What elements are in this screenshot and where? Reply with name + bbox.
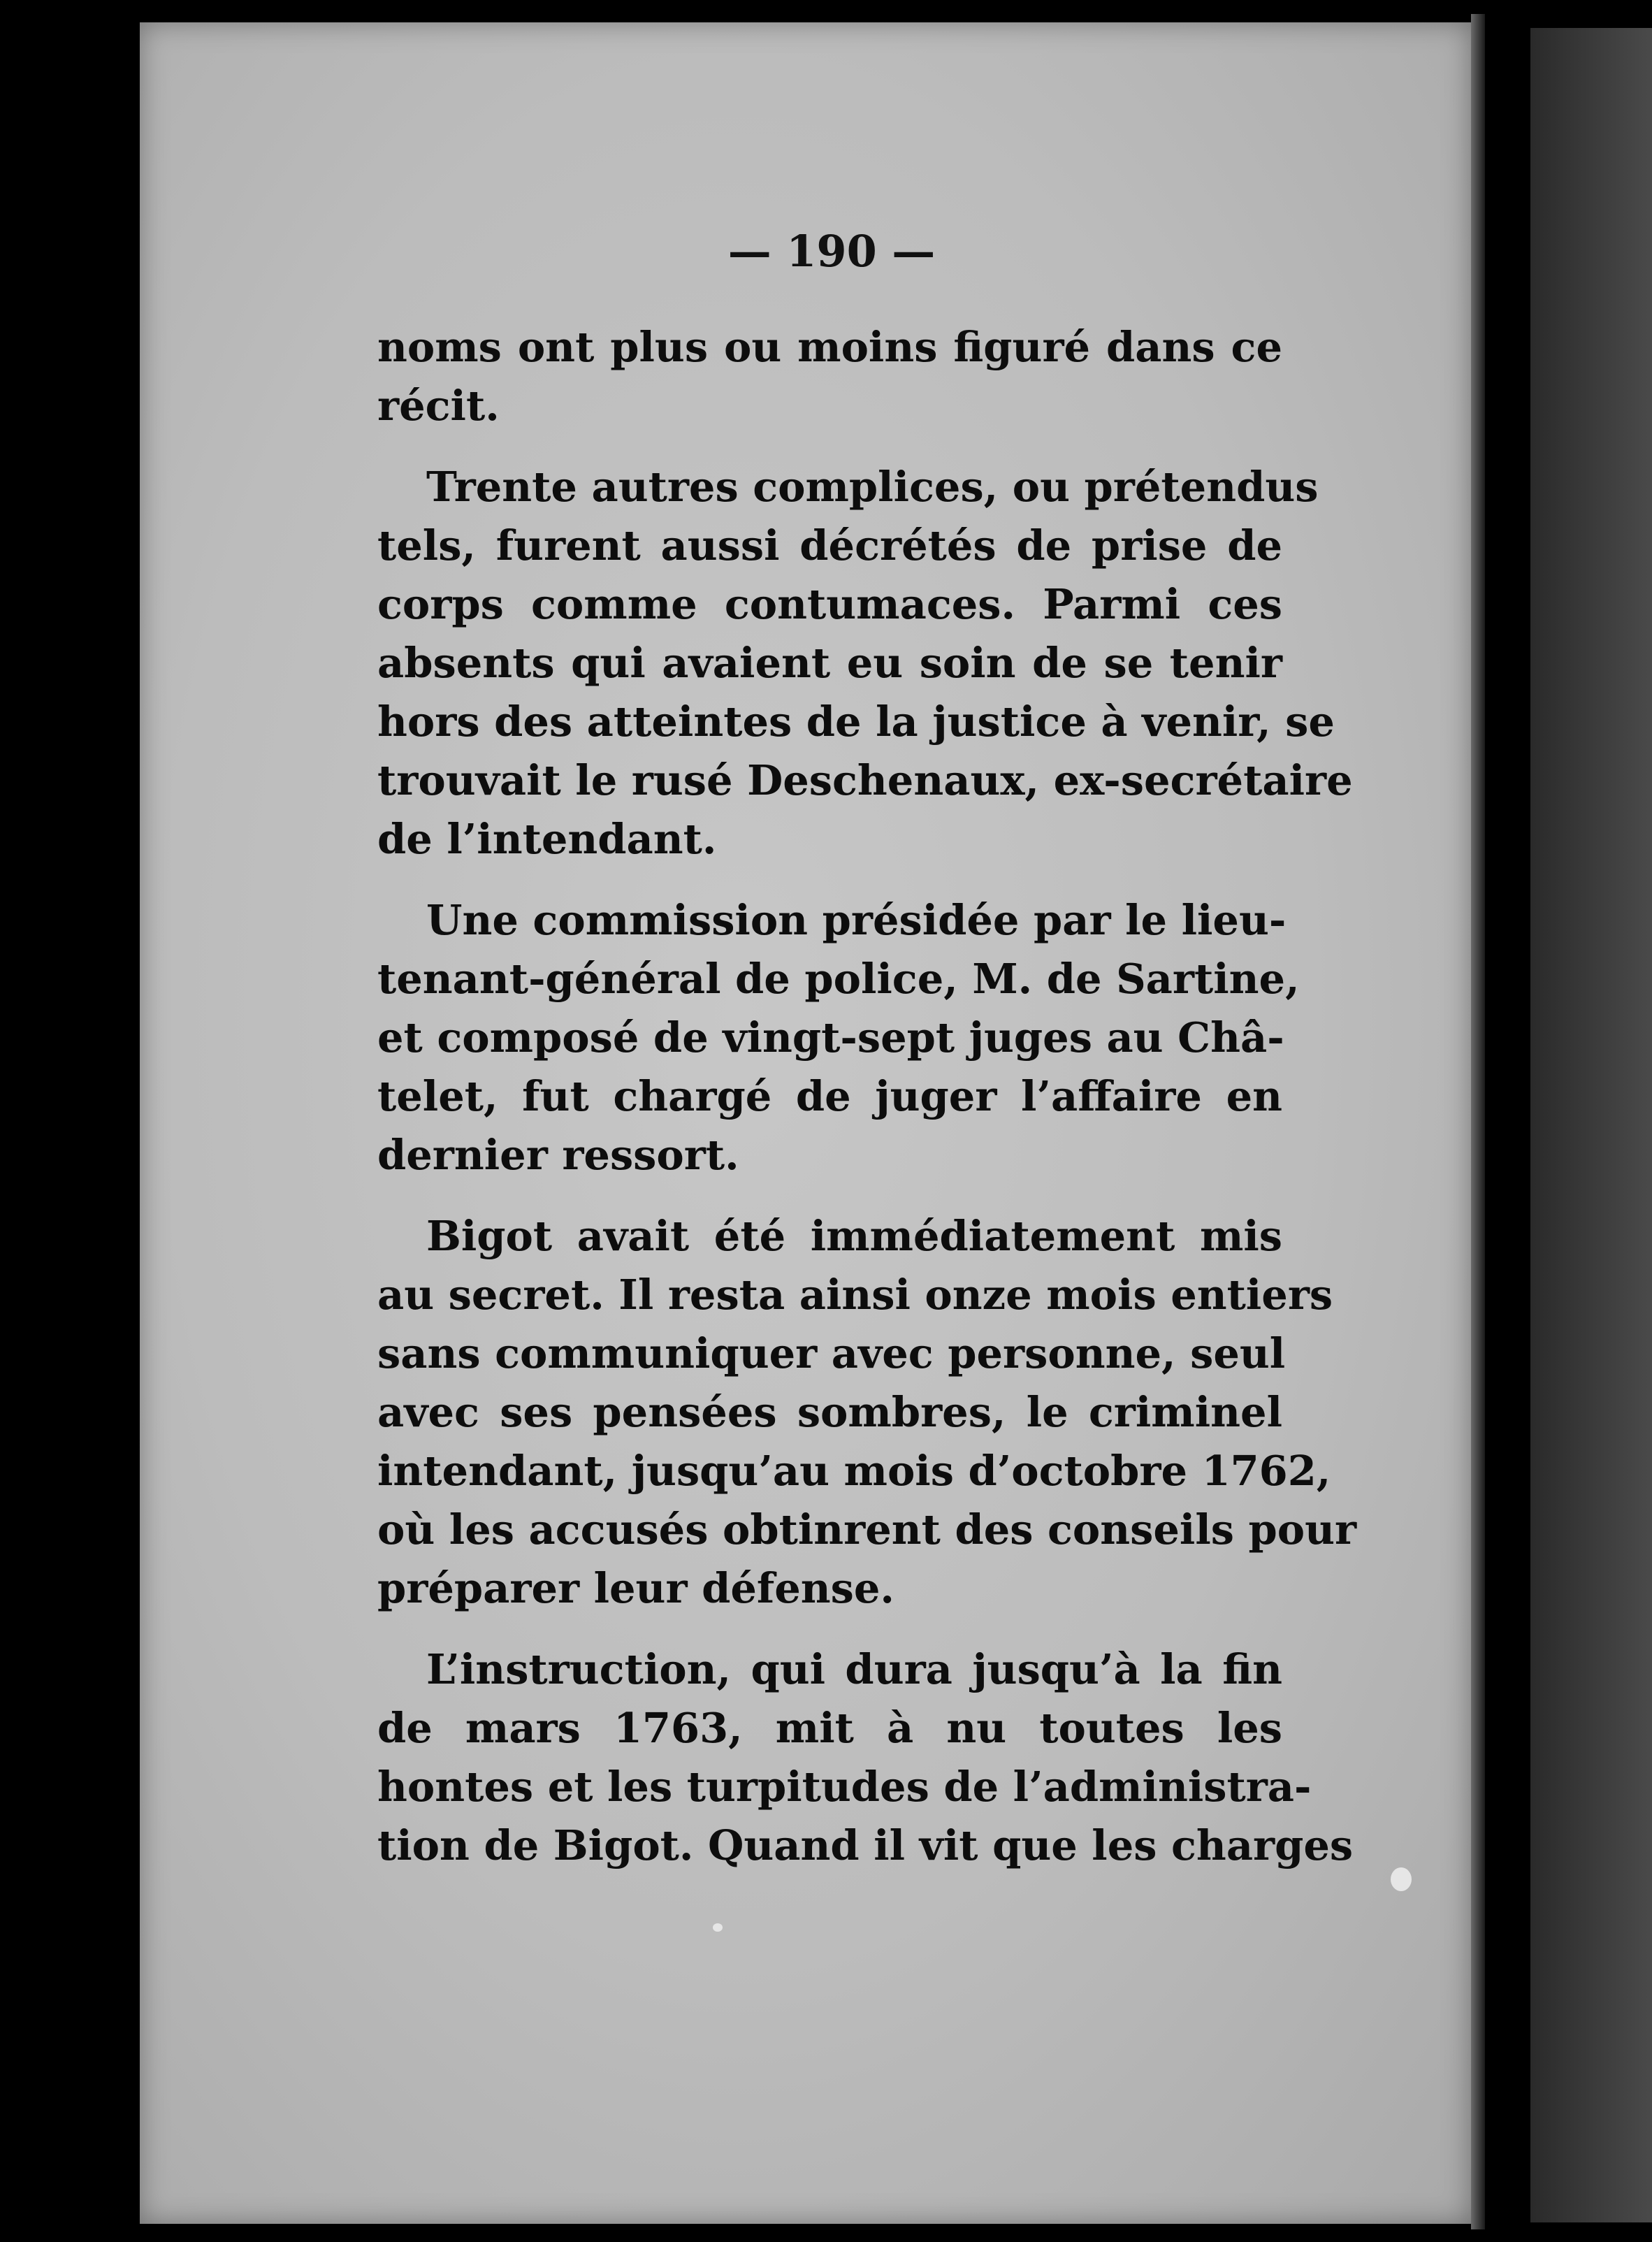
- paper-speck: [1391, 1867, 1412, 1891]
- text-line: trouvait le rusé Deschenaux, ex-secrétaire: [377, 756, 1353, 804]
- paragraph: [377, 891, 1300, 1185]
- text-line: intendant, jusqu’au mois d’octobre 1762,: [377, 1447, 1331, 1495]
- text-line: récit.: [377, 382, 500, 430]
- text-line: au secret. Il resta ainsi onze mois entiers: [377, 1271, 1333, 1319]
- text-line: dernier ressort.: [377, 1131, 739, 1179]
- text-line: tion de Bigot. Quand il vit que les charges: [377, 1821, 1354, 1869]
- text-line: avec ses pensées sombres, le criminel: [377, 1388, 1282, 1436]
- text-line: Une commission présidée par le lieu-: [426, 896, 1287, 944]
- text-line: hors des atteintes de la justice à venir, se: [377, 697, 1335, 746]
- text-line: hontes et les turpitudes de l’administra-: [377, 1763, 1312, 1811]
- text-line: Trente autres complices, ou prétendus: [426, 463, 1319, 511]
- text-line: et composé de vingt-sept juges au Châ-: [377, 1013, 1284, 1062]
- text-line: de l’intendant.: [377, 815, 717, 863]
- text-line: sans communiquer avec personne, seul: [377, 1329, 1286, 1377]
- text-line: tenant-général de police, M. de Sartine,: [377, 955, 1300, 1003]
- text-line: où les accusés obtinrent des conseils pour: [377, 1505, 1357, 1554]
- paragraph: [377, 458, 1353, 869]
- paragraph: [377, 318, 1282, 435]
- page-body-text: [377, 318, 1357, 1875]
- text-line: absents qui avaient eu soin de se tenir: [377, 639, 1282, 687]
- page-number: — 190 —: [727, 226, 936, 277]
- adjacent-page-edge: [1530, 28, 1652, 2222]
- text-line: corps comme contumaces. Parmi ces: [377, 580, 1282, 628]
- page-gutter-shadow: [1471, 14, 1485, 2229]
- text-line: tels, furent aussi décrétés de prise de: [377, 521, 1282, 570]
- paragraph: [377, 1640, 1354, 1875]
- text-line: préparer leur défense.: [377, 1564, 894, 1612]
- text-line: L’instruction, qui dura jusqu’à la fin: [426, 1645, 1282, 1693]
- text-line: telet, fut chargé de juger l’affaire en: [377, 1072, 1282, 1120]
- paper-speck: [713, 1923, 723, 1932]
- text-line: de mars 1763, mit à nu toutes les: [377, 1704, 1282, 1752]
- text-line: noms ont plus ou moins figuré dans ce: [377, 323, 1282, 371]
- paragraph: [377, 1207, 1357, 1618]
- text-line: Bigot avait été immédiatement mis: [426, 1212, 1282, 1260]
